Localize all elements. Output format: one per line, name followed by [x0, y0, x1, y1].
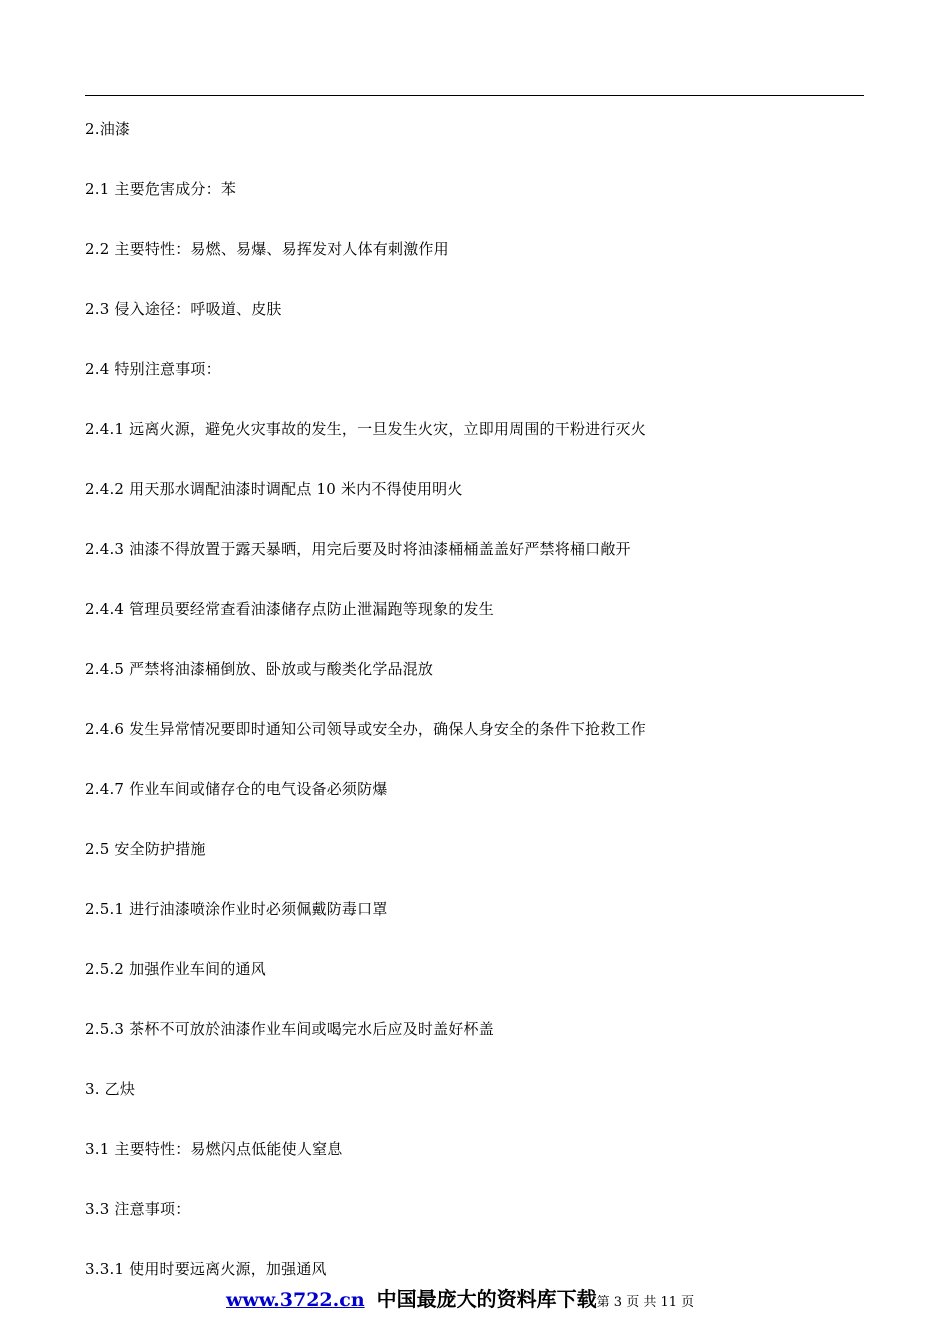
paragraph-line: 2.4.5 严禁将油漆桶倒放、卧放或与酸类化学品混放: [85, 660, 434, 678]
document-body: [85, 114, 885, 1314]
paragraph-line: 2.5.1 进行油漆喷涂作业时必须佩戴防毒口罩: [85, 900, 388, 918]
paragraph-line: 2.4.2 用天那水调配油漆时调配点 10 米内不得使用明火: [85, 480, 463, 498]
paragraph-line: 2.5 安全防护措施: [85, 840, 206, 858]
section-heading-paint: 2.油漆: [85, 120, 131, 138]
paragraph-line: 2.4.4 管理员要经常查看油漆储存点防止泄漏跑等现象的发生: [85, 600, 494, 618]
paragraph-line: 2.4 特别注意事项：: [85, 360, 221, 378]
section-heading-acetylene: 3. 乙炔: [85, 1080, 136, 1098]
paragraph-line: 2.4.3 油漆不得放置于露天暴晒，用完后要及时将油漆桶桶盖盖好严禁将桶口敞开: [85, 540, 631, 558]
paragraph-line: 2.5.3 茶杯不可放於油漆作业车间或喝完水后应及时盖好杯盖: [85, 1020, 494, 1038]
paragraph-line: 2.4.1 远离火源，避免火灾事故的发生，一旦发生火灾，立即用周围的干粉进行灭火: [85, 420, 646, 438]
page-footer: [226, 1284, 694, 1314]
paragraph-line: 2.1 主要危害成分：苯: [85, 180, 237, 198]
paragraph-line: 3.1 主要特性：易燃闪点低能使人窒息: [85, 1140, 343, 1158]
paragraph-line: 3.3 注意事项：: [85, 1200, 191, 1218]
paragraph-line: 2.2 主要特性：易燃、易爆、易挥发对人体有刺激作用: [85, 240, 449, 258]
paragraph-line: 2.4.6 发生异常情况要即时通知公司领导或安全办，确保人身安全的条件下抢救工作: [85, 720, 646, 738]
footer-slogan: 中国最庞大的资料库下载: [376, 1287, 597, 1311]
paragraph-line: 2.5.2 加强作业车间的通风: [85, 960, 266, 978]
paragraph-line: 2.4.7 作业车间或储存仓的电气设备必须防爆: [85, 780, 388, 798]
paragraph-line: 2.3 侵入途径：呼吸道、皮肤: [85, 300, 282, 318]
paragraph-line: 3.3.1 使用时要远离火源，加强通风: [85, 1260, 327, 1278]
header-rule: [85, 95, 864, 96]
site-link[interactable]: www.3722.cn: [226, 1289, 365, 1311]
page-number: 第 3 页 共 11 页: [596, 1295, 695, 1310]
